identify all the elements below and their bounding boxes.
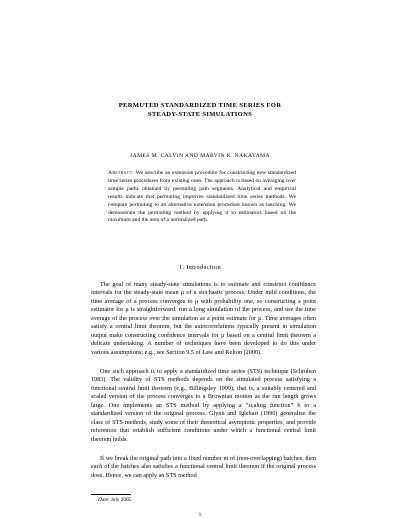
abstract-text: We describe an extension procedure for constructing new standardized time series procedures from existing ones. The approach is based on averaging over sample paths obtained by permuting path segments. Analytical and empirical results indicate that permuting improves standardized time series methods. We compare permuting to an alternative extension procedure known as batching. We demonstrate the permuting method by applying it to estimators based on the maximum and the area of a normalized path. xyxy=(108,170,296,224)
footnote-label: Date xyxy=(98,497,109,503)
abstract xyxy=(108,170,296,225)
footnote-rule xyxy=(91,494,131,495)
body-paragraph-2: One such approach is to apply a standardized time series (STS) technique (Schruben 1983). The validity of STS methods depends on the simulated process satisfying a functional central limit theorem (e.g., Billingsley 1999); that is, a suitably centered and scaled version of the process converges to a Brownian motion as the run length grows large. One implements an STS method by applying a “scaling function” b to a standardized version of the original process. Glynn and Iglehart (1990) generalize the class of STS methods, study some of their theoretical asymptotic properties, and provide references that establish sufficient conditions under which a functional central limit theorem holds. xyxy=(91,368,316,443)
paper-title-line-1: PERMUTED STANDARDIZED TIME SERIES FOR xyxy=(118,102,282,109)
body-paragraph-1-container xyxy=(91,281,316,357)
body-paragraph-1: The goal of many steady-state simulations is to estimate and construct confidence intervals for the steady-state mean μ of a stochastic process. Under mild conditions, the time average of a process converges to μ with probability one, so constructing a point estimator for μ is straightforward: run a long simulation of the process, and use the time average of the process over the simulation as a point estimate for μ. Time averages often satisfy a central limit theorem, but the autocorrelations typically present in simulation output make constructing confidence intervals for μ based on a central limit theorem a delicate undertaking. A number of techniques have been developed to do this under various assumptions; e.g., see Section 9.5 of Law and Kelton (2000). xyxy=(91,281,316,356)
abstract-label: Abstract. xyxy=(108,170,135,176)
paper-title-line-2: STEADY-STATE SIMULATIONS xyxy=(147,111,253,118)
page-number: 1 xyxy=(198,512,202,518)
authors: JAMES M. CALVIN AND MARVIN K. NAKAYAMA xyxy=(130,153,270,159)
section-heading: 1. Introduction xyxy=(179,264,221,271)
body-paragraph-2-container xyxy=(91,368,316,444)
body-paragraph-3: If we break the original path into a fixed number m of (non-overlapping) batches, then each of the batches also satisfies a functional central limit theorem if the original process does. Hence, we can apply an STS method xyxy=(91,455,316,479)
footnote-text: : July 2005. xyxy=(108,497,133,503)
footnote xyxy=(98,497,132,503)
body-paragraph-3-container xyxy=(91,455,316,480)
